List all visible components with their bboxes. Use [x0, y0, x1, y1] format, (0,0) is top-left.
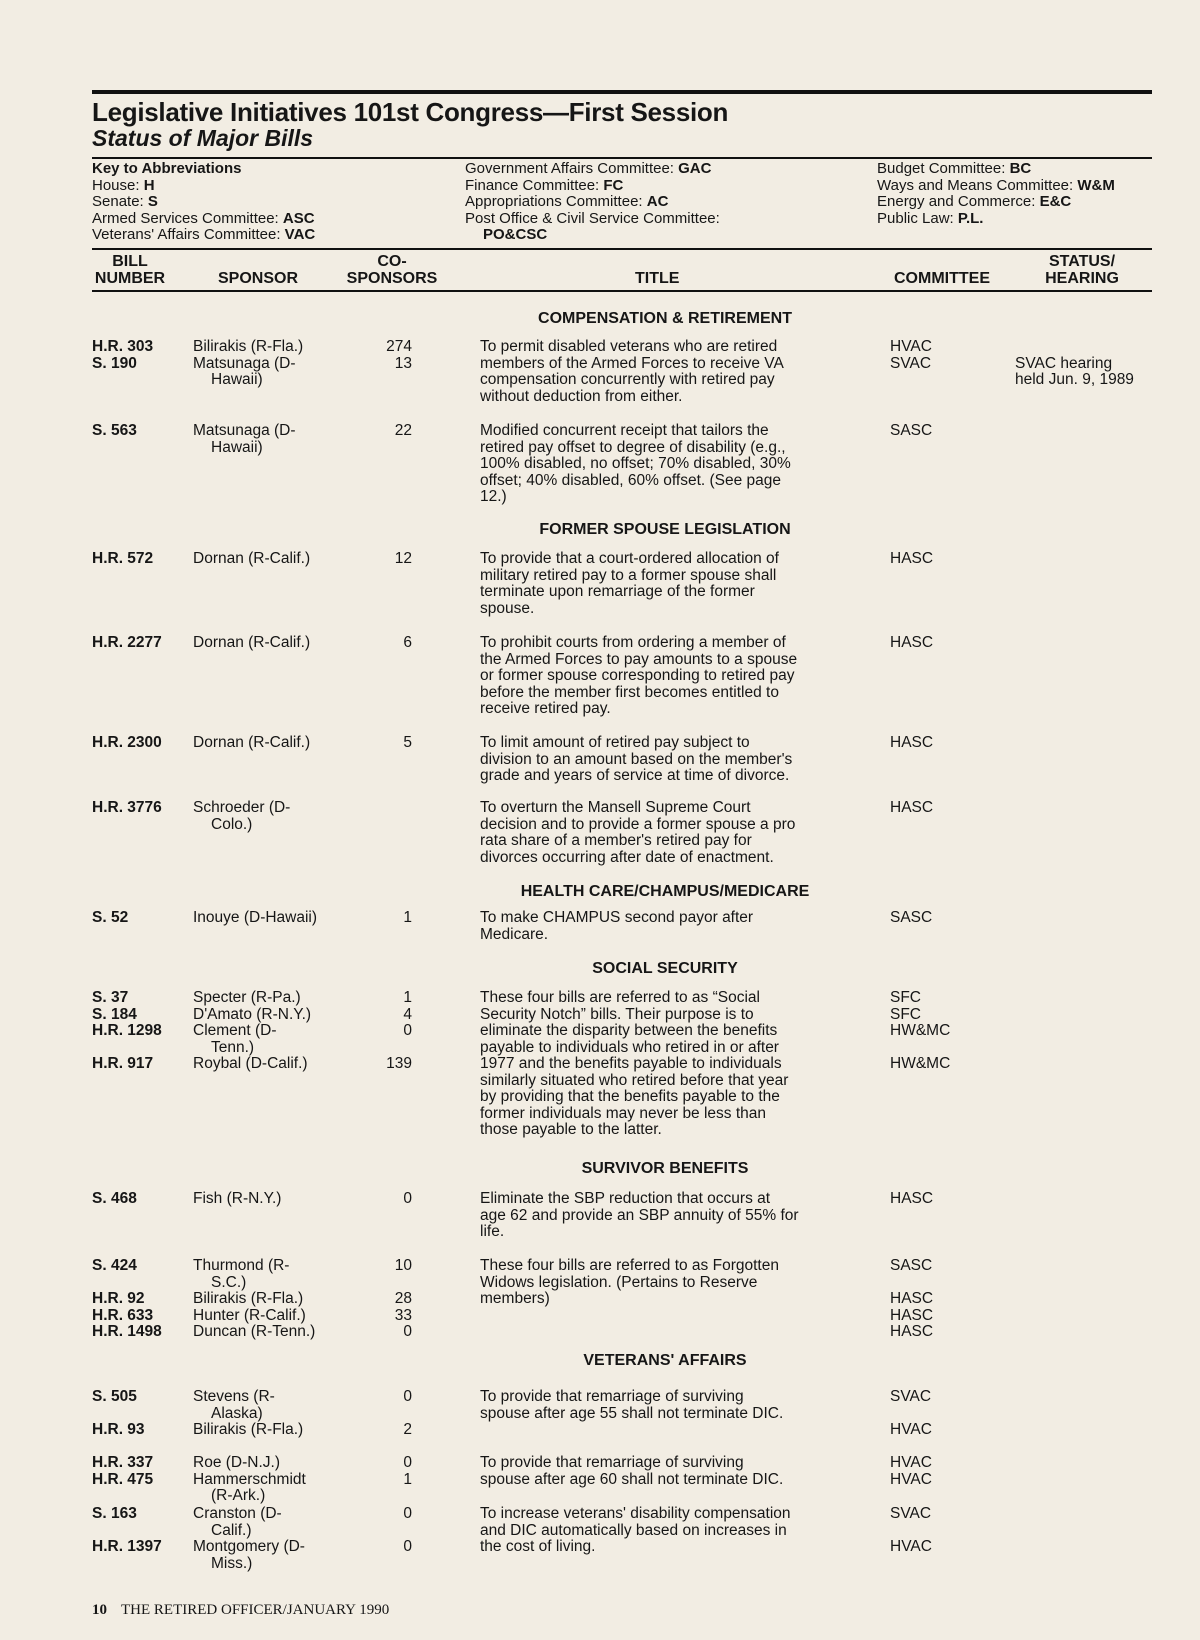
bill-number-cell [92, 910, 128, 927]
cosponsors-cell [352, 990, 412, 1073]
rule [92, 290, 1152, 292]
committee-code: SASC [890, 422, 933, 439]
committee-code: SFC [890, 989, 921, 1006]
status-cell [1015, 339, 1155, 389]
cosponsors-cell [352, 339, 412, 372]
sponsor-name: Hammerschmidt [193, 1470, 306, 1488]
bill-number-cell [92, 423, 137, 440]
cosponsor-count: 0 [403, 1190, 412, 1207]
bill-title-line: To provide that remarriage of surviving [480, 1454, 744, 1471]
cosponsor-count: 33 [394, 1306, 412, 1324]
committee-code: HASC [890, 1306, 934, 1324]
bill-title-line: without deduction from either. [480, 387, 683, 405]
sponsor-name: Cranston (D- [193, 1505, 282, 1522]
committee-code: HASC [890, 1290, 934, 1307]
sponsor-name: Calif.) [211, 1521, 252, 1539]
sponsor-name: Dornan (R-Calif.) [193, 734, 311, 751]
sponsor-cell [193, 1389, 343, 1439]
bill-number [92, 1040, 162, 1057]
bill-title-line: spouse after age 60 shall not terminate DIC. [480, 1470, 784, 1488]
cosponsors-cell [352, 800, 412, 817]
key-entry: Appropriations Committee: AC [465, 193, 669, 210]
section-heading: COMPENSATION & RETIREMENT [538, 310, 792, 327]
bill-title-cell [480, 1506, 845, 1556]
publication-name: THE RETIRED OFFICER/JANUARY 1990 [121, 1602, 390, 1618]
committee-code [890, 1040, 950, 1057]
key-entry: Ways and Means Committee: W&M [877, 176, 1115, 194]
bill-title-line: offset; 40% disabled, 60% offset. (See page [480, 471, 782, 489]
section-heading: SOCIAL SECURITY [592, 960, 738, 977]
sponsor-name: Dornan (R-Calif.) [193, 634, 311, 651]
key-entry: Budget Committee: BC [877, 160, 1032, 177]
bill-number: S. 505 [92, 1388, 137, 1405]
committee-code: HW&MC [890, 1022, 951, 1039]
bill-title-line: To prohibit courts from ordering a member of [480, 634, 786, 651]
bill-number-cell [92, 339, 153, 372]
sponsor-name: Alaska) [211, 1404, 263, 1422]
cosponsor-count: 0 [403, 1505, 412, 1522]
bill-number [92, 1406, 145, 1423]
sponsor-name: Matsunaga (D- [193, 422, 296, 439]
key-entry: PO&CSC [483, 226, 548, 243]
cosponsor-count: 139 [386, 1055, 412, 1072]
bill-title-cell [480, 551, 845, 617]
bill-title-line: the Armed Forces to pay amounts to a spouse [480, 650, 798, 668]
committee-cell [890, 1389, 932, 1439]
committee-code: SASC [890, 1257, 933, 1274]
sponsor-name: Stevens (R- [193, 1388, 275, 1405]
column-header-bill: BILL NUMBER [94, 253, 166, 287]
bill-number-cell [92, 1258, 162, 1341]
bill-title-line: 12.) [480, 488, 507, 505]
key-entry: Veterans' Affairs Committee: VAC [92, 226, 316, 243]
cosponsor-count: 10 [394, 1257, 412, 1274]
committee-code: HVAC [890, 1470, 932, 1488]
sponsor-name: D'Amato (R-N.Y.) [193, 1005, 312, 1023]
sponsor-name: Bilirakis (R-Fla.) [193, 1421, 304, 1438]
cosponsors-cell [352, 1258, 412, 1341]
sponsor-name: S.C.) [211, 1273, 247, 1291]
bill-number: H.R. 1397 [92, 1538, 162, 1555]
cosponsor-count [352, 1275, 412, 1292]
sponsor-cell [193, 551, 343, 568]
key-entry: Senate: S [92, 193, 158, 210]
bill-title-line: compensation concurrently with retired pay [480, 371, 775, 388]
sponsor-name: Duncan (R-Tenn.) [193, 1323, 316, 1340]
cosponsor-count: 4 [403, 1005, 412, 1023]
bill-title-line: those payable to the latter. [480, 1121, 662, 1138]
cosponsor-count: 13 [394, 354, 412, 372]
sponsor-cell [193, 910, 343, 927]
committee-code: HASC [890, 634, 934, 651]
bill-title-line: To limit amount of retired pay subject to [480, 734, 750, 751]
bill-title-line: by providing that the benefits payable to the [480, 1088, 780, 1105]
committee-code: HASC [890, 734, 934, 751]
key-entry: Armed Services Committee: ASC [92, 209, 315, 227]
sponsor-cell [193, 1191, 343, 1208]
bill-title-cell [480, 800, 845, 866]
bill-number [92, 1523, 162, 1540]
bill-number: S. 184 [92, 1005, 137, 1023]
bill-number: H.R. 572 [92, 550, 154, 567]
committee-cell [890, 551, 933, 568]
committee-code: HVAC [890, 338, 932, 355]
sponsor-name: Schroeder (D- [193, 799, 291, 816]
cosponsor-count: 1 [403, 1470, 412, 1488]
cosponsors-cell [352, 635, 412, 652]
committee-code: HASC [890, 1190, 934, 1207]
cosponsors-cell [352, 735, 412, 752]
bill-title-line: the cost of living. [480, 1538, 596, 1555]
bill-title-line: These four bills are referred to as Forgotten [480, 1257, 779, 1274]
cosponsor-count [352, 1040, 412, 1057]
cosponsor-count: 0 [403, 1388, 412, 1405]
sponsor-name: Hunter (R-Calif.) [193, 1306, 306, 1324]
page-number: 10 [92, 1602, 107, 1618]
sponsor-cell [193, 423, 343, 456]
cosponsor-count: 12 [394, 550, 412, 567]
cosponsor-count: 2 [403, 1421, 412, 1438]
section-heading: SURVIVOR BENEFITS [581, 1160, 749, 1177]
bill-number: H.R. 303 [92, 338, 154, 355]
bill-number: H.R. 2300 [92, 734, 162, 751]
bill-title-cell [480, 735, 845, 785]
bill-title-line: members) [480, 1290, 550, 1307]
cosponsors-cell [352, 423, 412, 440]
sponsor-name: (R-Ark.) [211, 1487, 266, 1504]
bill-number: H.R. 337 [92, 1454, 154, 1471]
column-header-committee: COMMITTEE [894, 270, 990, 287]
bill-title-line: To provide that a court-ordered allocation of [480, 550, 779, 567]
sponsor-name: Matsunaga (D- [193, 354, 296, 372]
bill-number: H.R. 917 [92, 1055, 154, 1072]
sponsor-cell [193, 339, 343, 389]
bill-number: H.R. 1498 [92, 1323, 162, 1340]
bill-number: H.R. 2277 [92, 634, 162, 651]
section-heading: HEALTH CARE/CHAMPUS/MEDICARE [520, 883, 810, 900]
bill-number-cell [92, 551, 153, 568]
sponsor-name: Fish (R-N.Y.) [193, 1190, 282, 1207]
rule [92, 157, 1152, 159]
bill-number: H.R. 3776 [92, 799, 162, 816]
bill-title-cell [480, 339, 845, 405]
committee-code: SVAC [890, 354, 932, 372]
abbreviations-key-col3 [877, 161, 1115, 227]
cosponsor-count: 28 [394, 1290, 412, 1307]
bill-title-line: Eliminate the SBP reduction that occurs at [480, 1190, 771, 1207]
bill-title-line: grade and years of service at time of divorce. [480, 767, 790, 784]
column-header-title: TITLE [635, 270, 680, 287]
sponsor-name: Colo.) [211, 815, 253, 833]
cosponsor-count: 274 [386, 338, 412, 355]
sponsor-name: Bilirakis (R-Fla.) [193, 1290, 304, 1307]
cosponsor-count [352, 1523, 412, 1540]
cosponsor-count: 1 [403, 909, 412, 926]
key-entry: Post Office & Civil Service Committee: [465, 209, 720, 227]
bill-title-line: military retired pay to a former spouse shall [480, 566, 777, 584]
committee-code: HVAC [890, 1538, 932, 1555]
bill-title-line: 1977 and the benefits payable to individuals [480, 1055, 782, 1072]
section-heading: FORMER SPOUSE LEGISLATION [539, 521, 791, 538]
bill-number-cell [92, 1389, 145, 1439]
bill-title-line: age 62 and provide an SBP annuity of 55% for [480, 1206, 799, 1224]
committee-code: HVAC [890, 1454, 932, 1471]
bill-title-line: and DIC automatically based on increases in [480, 1521, 787, 1539]
bill-title-line: To permit disabled veterans who are retired [480, 338, 778, 355]
cosponsors-cell [352, 1389, 412, 1439]
committee-code: SASC [890, 909, 933, 926]
bill-title-line: decision and to provide a former spouse a pro [480, 815, 796, 833]
committee-code: HVAC [890, 1421, 932, 1438]
bill-number: H.R. 1298 [92, 1022, 162, 1039]
cosponsor-count: 0 [403, 1454, 412, 1471]
bill-title-line: life. [480, 1223, 505, 1240]
cosponsors-cell [352, 1191, 412, 1208]
cosponsor-count: 0 [403, 1538, 412, 1555]
bill-title-line: Modified concurrent receipt that tailors the [480, 422, 769, 439]
bill-number-cell [92, 635, 162, 652]
bill-title-line: similarly situated who retired before that year [480, 1071, 789, 1089]
sponsor-cell [193, 1258, 343, 1341]
bill-title-line: Widows legislation. (Pertains to Reserve [480, 1273, 758, 1291]
cosponsor-count: 22 [394, 422, 412, 439]
sponsor-name: Inouye (D-Hawaii) [193, 909, 318, 926]
committee-code: HW&MC [890, 1055, 951, 1072]
sponsor-cell [193, 635, 343, 652]
bill-title-cell [480, 1389, 845, 1422]
key-entry: Public Law: P.L. [877, 209, 984, 227]
sponsor-name: Specter (R-Pa.) [193, 989, 301, 1006]
bill-number: H.R. 475 [92, 1470, 154, 1488]
bill-number: S. 468 [92, 1190, 137, 1207]
sponsor-name: Hawaii) [211, 438, 263, 456]
committee-code [890, 1523, 932, 1540]
cosponsors-cell [352, 1506, 412, 1556]
cosponsor-count: 6 [403, 634, 412, 651]
bill-number [92, 1275, 162, 1292]
committee-code: HASC [890, 1323, 934, 1340]
cosponsors-cell [352, 910, 412, 927]
committee-cell [890, 339, 932, 372]
bill-title-line: before the member first becomes entitled to [480, 683, 779, 701]
bill-number: S. 424 [92, 1257, 137, 1274]
bill-number: H.R. 93 [92, 1421, 145, 1438]
abbreviations-key-col1 [92, 161, 315, 244]
bill-title-line: To provide that remarriage of surviving [480, 1388, 744, 1405]
sponsor-name: Thurmond (R- [193, 1257, 290, 1274]
status-text [1015, 339, 1155, 356]
bill-title-cell [480, 635, 845, 718]
page-subtitle: Status of Major Bills [92, 125, 314, 151]
bill-title-line: Security Notch” bills. Their purpose is to [480, 1005, 754, 1023]
sponsor-name: Miss.) [211, 1554, 253, 1572]
column-header-sponsor: SPONSOR [218, 270, 299, 287]
cosponsor-count: 5 [403, 734, 412, 751]
cosponsor-count: 1 [403, 989, 412, 1006]
bill-title-line: former individuals may never be less than [480, 1104, 767, 1122]
sponsor-name: Roybal (D-Calif.) [193, 1055, 308, 1072]
committee-code: SVAC [890, 1505, 932, 1522]
bill-number: S. 190 [92, 354, 137, 372]
status-text: held Jun. 9, 1989 [1015, 371, 1134, 388]
bill-number: H.R. 92 [92, 1290, 145, 1307]
key-heading: Key to Abbreviations [92, 160, 242, 177]
bill-title-line: Medicare. [480, 925, 549, 943]
bill-number-cell [92, 735, 162, 752]
cosponsor-count: 0 [403, 1323, 412, 1340]
bill-title-line: eliminate the disparity between the benefits [480, 1022, 778, 1039]
bill-number: H.R. 633 [92, 1306, 154, 1324]
bill-title-line: receive retired pay. [480, 700, 611, 717]
bill-number: S. 52 [92, 909, 129, 926]
committee-cell [890, 1258, 933, 1341]
rule [92, 248, 1152, 250]
committee-code: HASC [890, 550, 934, 567]
committee-code: SVAC [890, 1388, 932, 1405]
sponsor-name: Roe (D-N.J.) [193, 1454, 280, 1471]
bill-title-line: spouse. [480, 599, 535, 617]
sponsor-name: Tenn.) [211, 1038, 255, 1056]
bill-title-line: 100% disabled, no offset; 70% disabled, 30% [480, 455, 791, 472]
bill-title-line: rata share of a member's retired pay for [480, 832, 752, 849]
top-rule [92, 90, 1152, 94]
column-header-cosponsors: CO- SPONSORS [346, 253, 438, 287]
cosponsors-cell [352, 1455, 412, 1488]
sponsor-name: Montgomery (D- [193, 1538, 305, 1555]
bill-number-cell [92, 1506, 162, 1556]
sponsor-cell [193, 1455, 343, 1505]
committee-code: SFC [890, 1005, 921, 1023]
bill-title-cell [480, 1258, 845, 1308]
sponsor-name: Hawaii) [211, 371, 263, 388]
sponsor-name: Bilirakis (R-Fla.) [193, 338, 304, 355]
page-title: Legislative Initiatives 101st Congress—First Session [92, 97, 729, 127]
bill-number: S. 563 [92, 422, 137, 439]
committee-cell [890, 1506, 932, 1556]
bill-title-line: division to an amount based on the member's [480, 750, 793, 768]
bill-title-line: terminate upon remarriage of the former [480, 583, 755, 600]
key-entry: Finance Committee: FC [465, 176, 624, 194]
section-heading: VETERANS' AFFAIRS [583, 1352, 747, 1369]
sponsor-cell [193, 800, 343, 833]
bill-title-line: payable to individuals who retired in or after [480, 1038, 779, 1056]
bill-title-line: These four bills are referred to as “Social [480, 989, 760, 1006]
bill-number: S. 37 [92, 989, 129, 1006]
cosponsor-count [352, 1406, 412, 1423]
committee-code [890, 1406, 932, 1423]
bill-title-line: To make CHAMPUS second payor after [480, 909, 754, 926]
bill-title-line: members of the Armed Forces to receive VA [480, 354, 784, 372]
committee-code [890, 1275, 933, 1292]
bill-title-line: divorces occurring after date of enactment. [480, 848, 774, 866]
bill-title-cell [480, 423, 845, 506]
bill-title-line: retired pay offset to degree of disability (e.g., [480, 438, 786, 456]
bill-title-cell [480, 1191, 845, 1241]
sponsor-cell [193, 990, 343, 1073]
key-entry: House: H [92, 176, 155, 194]
status-text: SVAC hearing [1015, 354, 1113, 372]
bill-title-line: or former spouse corresponding to retired pay [480, 667, 795, 684]
committee-cell [890, 635, 933, 652]
bill-title-cell [480, 1455, 845, 1488]
bill-title-line: spouse after age 55 shall not terminate DIC. [480, 1404, 784, 1422]
committee-cell [890, 423, 932, 440]
bill-title-cell [480, 910, 845, 943]
committee-cell [890, 1455, 932, 1488]
bill-number-cell [92, 800, 162, 817]
committee-cell [890, 990, 950, 1073]
committee-cell [890, 910, 932, 927]
sponsor-cell [193, 735, 343, 752]
key-entry: Energy and Commerce: E&C [877, 193, 1072, 210]
sponsor-cell [193, 1506, 343, 1572]
committee-cell [890, 800, 933, 817]
cosponsor-count [352, 800, 412, 817]
sponsor-name: Clement (D- [193, 1022, 277, 1039]
bill-number-cell [92, 1455, 153, 1488]
bill-number-cell [92, 990, 162, 1073]
bill-title-cell [480, 990, 845, 1139]
committee-code: HASC [890, 799, 934, 816]
page-footer [92, 1602, 389, 1619]
bill-number: S. 163 [92, 1505, 137, 1522]
bill-title-line: To overturn the Mansell Supreme Court [480, 799, 751, 816]
sponsor-name: Dornan (R-Calif.) [193, 550, 311, 567]
document-page [92, 0, 1152, 1640]
cosponsors-cell [352, 551, 412, 568]
cosponsor-count: 0 [403, 1022, 412, 1039]
committee-cell [890, 1191, 933, 1208]
bill-title-line: To increase veterans' disability compensation [480, 1505, 791, 1522]
key-entry: Government Affairs Committee: GAC [465, 160, 712, 177]
committee-cell [890, 735, 933, 752]
abbreviations-key-col2 [465, 161, 720, 244]
column-header-status: STATUS/ HEARING [1045, 253, 1119, 287]
bill-number-cell [92, 1191, 137, 1208]
